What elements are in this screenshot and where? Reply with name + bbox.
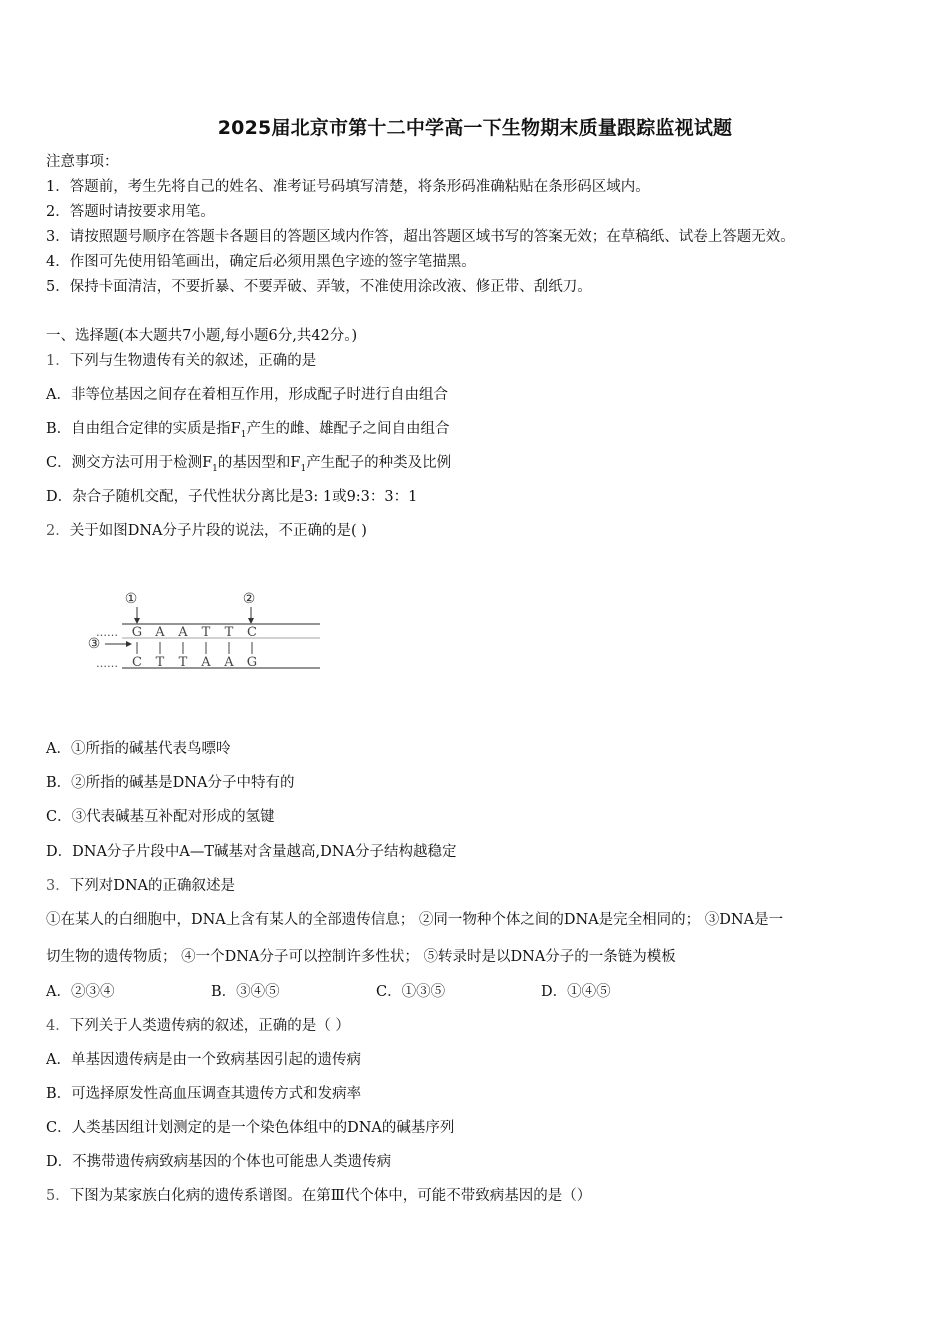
hydrogen-bonds [137,642,252,654]
bottom-base-5: A [224,655,234,670]
q3-option-d: D．①④⑤ [541,984,611,1000]
bottom-base-6: G [246,655,258,670]
q2-option-b: B．②所指的碱基是DNA分子中特有的 [46,775,295,791]
question-2 [46,521,367,541]
option-text: B．自由组合定律的实质是指F [46,421,241,437]
bottom-strand-dots: …… [96,657,118,670]
notice-item-3: 3．请按照题号顺序在答题卡各题目的答题区域内作答，超出答题区域书写的答案无效；在草稿纸、试卷上答题无效。 [46,229,795,245]
notice-item-4: 4．作图可先使用铅笔画出，确定后必须用黑色字迹的签字笔描黑。 [46,254,476,270]
q3-option-b: B．③④⑤ [211,984,280,1000]
q2-option-c: C．③代表碱基互补配对形成的氢键 [46,809,275,825]
dna-fragment-figure [84,586,324,676]
option-text: 产生的雌、雄配子之间自由组合 [246,421,450,437]
subscript: 1 [300,463,307,474]
q3-statements-line-1: ①在某人的白细胞中，DNA上含有某人的全部遗传信息； ②同一物种个体之间的DNA是完全相同的； ③DNA是一 [46,912,784,928]
bottom-base-2: T [155,655,165,670]
question-stem: 下列关于人类遗传病的叙述，正确的是（ ） [69,1018,350,1034]
question-3 [46,876,235,896]
question-number: 1． [46,353,70,369]
page-title: 2025届北京市第十二中学高一下生物期末质量跟踪监视试题 [217,117,733,139]
bottom-base-4: A [201,655,211,670]
q4-option-d: D．不携带遗传病致病基因的个体也可能患人类遗传病 [46,1154,392,1170]
q1-option-d: D．杂合子随机交配，子代性状分离比是3: 1或9:3：3：1 [46,489,418,505]
subscript: 1 [240,429,247,440]
question-number: 5． [46,1188,70,1204]
top-base-3: A [178,625,188,640]
top-base-6: C [247,625,257,640]
top-base-2: A [155,625,165,640]
question-1 [46,351,316,371]
question-number: 2． [46,523,70,539]
q3-option-a: A．②③④ [46,984,115,1000]
option-text: 的基因型和F [217,455,301,471]
bottom-base-1: C [132,655,142,670]
label-3: ③ [87,636,101,652]
question-stem: 下图为某家族白化病的遗传系谱图。在第Ⅲ代个体中，可能不带致病基因的是（） [69,1188,592,1204]
question-5 [46,1186,591,1206]
pointer-arrowhead-1 [134,618,140,624]
notice-heading: 注意事项： [46,154,119,170]
question-4 [46,1016,350,1036]
top-base-4: T [201,625,211,640]
question-stem: 下列对DNA的正确叙述是 [69,878,236,894]
option-text: 产生配子的种类及比例 [306,455,452,471]
top-strand-dots: …… [96,626,118,639]
q2-option-a: A．①所指的碱基代表鸟嘌呤 [46,741,231,757]
top-base-1: G [131,625,143,640]
q3-option-c: C．①③⑤ [376,984,446,1000]
question-number: 4． [46,1018,70,1034]
q3-statements-line-2: 切生物的遗传物质； ④一个DNA分子可以控制许多性状； ⑤转录时是以DNA分子的一条链为模板 [46,949,676,965]
q4-option-a: A．单基因遗传病是由一个致病基因引起的遗传病 [46,1052,361,1068]
label-2: ② [242,591,256,607]
notice-item-1: 1．答题前，考生先将自己的姓名、准考证号码填写清楚，将条形码准确粘贴在条形码区域内。 [46,179,650,195]
q1-option-a: A．非等位基因之间存在着相互作用，形成配子时进行自由组合 [46,387,448,403]
q4-option-b: B．可选择原发性高血压调查其遗传方式和发病率 [46,1086,362,1102]
q1-option-b [46,419,449,445]
section-heading: 一、选择题(本大题共7小题,每小题6分,共42分。) [46,328,358,344]
question-number: 3． [46,878,70,894]
q1-option-c [46,453,451,479]
top-base-5: T [224,625,234,640]
subscript: 1 [212,463,218,474]
pointer-arrowhead-2 [248,618,254,624]
option-text: C．测交方法可用于检测F [46,455,213,471]
pointer-arrowhead-3 [126,641,132,647]
bottom-base-3: T [178,655,188,670]
notice-item-5: 5．保持卡面清洁，不要折暴、不要弄破、弄皱，不准使用涂改液、修正带、刮纸刀。 [46,279,592,295]
notice-item-2: 2．答题时请按要求用笔。 [46,204,215,220]
q2-option-d: D．DNA分子片段中A—T碱基对含量越高,DNA分子结构越稳定 [46,844,457,860]
question-stem: 关于如图DNA分子片段的说法，不正确的是( ) [69,523,367,539]
q4-option-c: C．人类基因组计划测定的是一个染色体组中的DNA的碱基序列 [46,1120,455,1136]
question-stem: 下列与生物遗传有关的叙述，正确的是 [69,353,317,369]
label-1: ① [124,591,138,607]
